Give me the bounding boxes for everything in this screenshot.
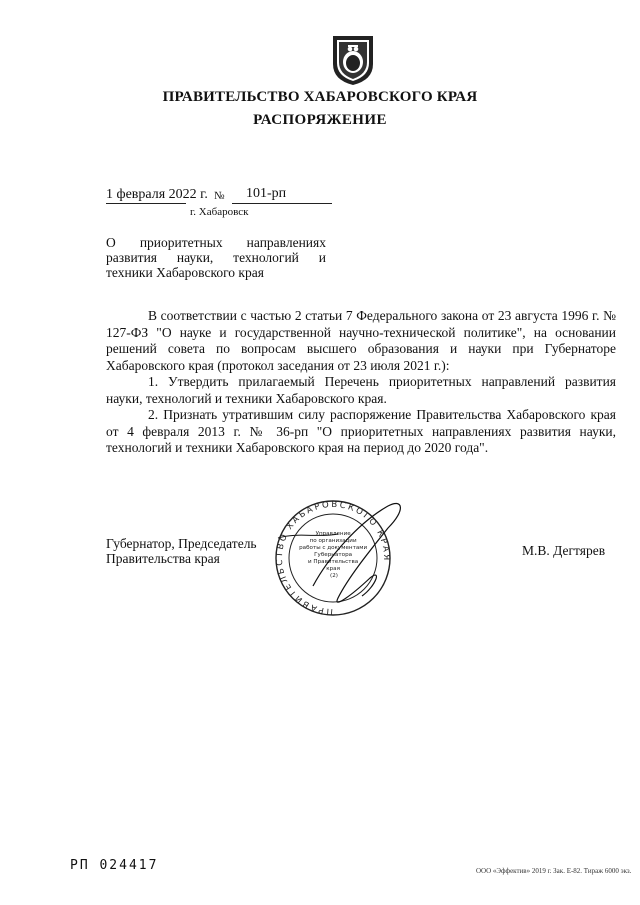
signatory-position (106, 536, 257, 566)
document-date: 1 февраля 2022 г. (106, 187, 208, 202)
stamp-line: по организации (309, 538, 357, 544)
stamp-line: и Правительства (308, 559, 359, 565)
item-2-paragraph: 2. Признать утратившим силу распоряжение Правительства Хабаровского края от 4 февраля 2013 г. № 36-рп "О приоритетных направлениях развития науки, технологий и техники Хабаровского края на период до 2020 года". (106, 407, 616, 455)
document-type: РАСПОРЯЖЕНИЕ (253, 112, 387, 128)
subject-line: техники Хабаровского края (106, 265, 264, 280)
printer-imprint: ООО «Эффектив» 2019 г. Зак. Е-82. Тираж 6000 экз. (476, 867, 632, 875)
stamp-line: (2) (330, 573, 338, 579)
preamble-paragraph: В соответствии с частью 2 статьи 7 Федерального закона от 23 августа 1996 г. № 127-ФЗ "О науке и государственной научно-технической политике", на основании решений совета по вопросам высшего образования и науки при Губернаторе Хабаровского края (протокол заседания от 23 июля 2021 г.): (106, 308, 616, 373)
document-subject (106, 235, 326, 280)
number-underline (232, 203, 332, 204)
document-body (106, 308, 616, 457)
coat-of-arms-emblem (330, 34, 376, 86)
form-serial-number: РП 024417 (70, 858, 159, 873)
position-line-2: Правительства края (106, 551, 220, 566)
subject-line: О приоритетных направлениях (106, 235, 326, 250)
signatory-name: М.В. Дегтярев (522, 543, 606, 558)
item-1-paragraph: 1. Утвердить прилагаемый Перечень приоритетных направлений развития науки, технологий и техники Хабаровского края. (106, 374, 616, 406)
stamp-ring-text: ПРАВИТЕЛЬСТВО ХАБАРОВСКОГО КРАЯ (274, 499, 392, 617)
subject-line: развития науки, технологий и (106, 250, 326, 265)
official-stamp (258, 498, 408, 620)
stamp-line: Губернатора (314, 552, 353, 558)
number-sign: № (214, 190, 225, 202)
date-underline (106, 203, 186, 204)
government-title: ПРАВИТЕЛЬСТВО ХАБАРОВСКОГО КРАЯ (162, 89, 478, 105)
document-number: 101-рп (246, 186, 287, 201)
stamp-line: работы с документами (299, 545, 368, 551)
stamp-line: края (326, 566, 340, 572)
stamp-line: Управление (315, 531, 351, 537)
city: г. Хабаровск (190, 206, 249, 218)
position-line-1: Губернатор, Председатель (106, 536, 257, 551)
